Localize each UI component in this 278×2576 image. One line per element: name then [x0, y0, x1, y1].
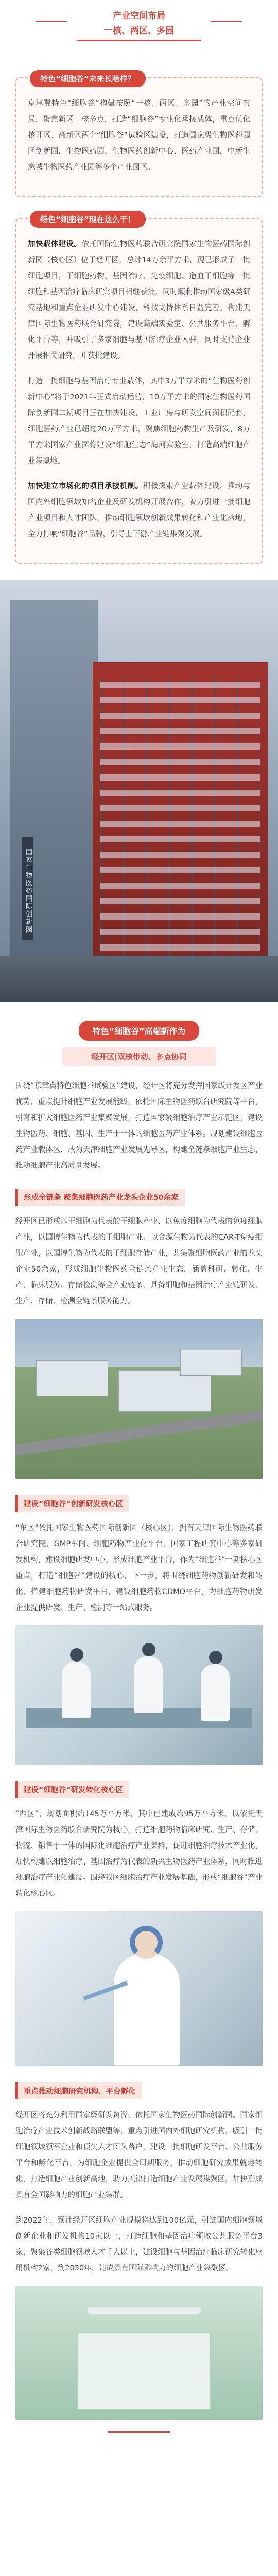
aerial-building — [118, 1370, 211, 1412]
subsection-label-chain: 形成全链条 聚集细胞医药产业龙头企业50余家 — [15, 1189, 185, 1206]
section-new-head — [0, 1021, 278, 1066]
header-decoration-left — [36, 21, 67, 22]
lab-researcher — [62, 1662, 91, 1718]
section-new-pill: 特色“细胞谷”高端新作为 — [79, 1021, 199, 1041]
lab-researcher — [201, 1664, 230, 1721]
subsection-label-platform: 重点推动细胞研究机构、平台孵化 — [15, 2082, 142, 2099]
cleanroom-equipment — [77, 2332, 211, 2410]
aerial-building — [180, 1350, 242, 1376]
cleanroom-photo — [15, 2286, 263, 2420]
building-ground — [0, 956, 278, 1002]
building-windows — [100, 677, 260, 966]
subsection-text-chain: 经开区已形成以干细胞为代表的干细胞产业、以免疫细胞为代表的免疫细胞产业，以国博生物为代表的干细胞产业、以合源生物为代表的CAR-T免疫细胞产业，以国博生物为代表的干细胞存储产业，共集聚细胞医药产业的龙头企业50余家，形成细胞生物医药全链条产业生态，涵盖科研、转化、生产、临床服务、存储检测等全产业链条，具备细胞和基因治疗产业链研发、生产、存储、检测全链条服务能力。 — [15, 1217, 263, 1306]
cleanroom-arm — [88, 2307, 201, 2314]
header-decoration-right — [211, 21, 242, 22]
section-new-content — [0, 1078, 278, 2433]
footer-space — [0, 2433, 278, 2479]
subsection-label-rd: 建设“细胞谷”创新研发核心区 — [15, 1495, 129, 1512]
header-title: 产业空间布局 — [113, 11, 165, 21]
scientist-photo — [15, 1911, 263, 2066]
carrier-paragraph — [28, 236, 250, 364]
aerial-park-photo — [15, 1319, 263, 1479]
subsection-text-rd: “东区”依托国家生物医药国际创新园（核心区），拥有天津国际生物医药联合研究院、GMP车间、细胞药物产业化平台、国家工程研究中心等多家研发机构，建设细胞研发中心。形成细胞产业平台，作为“细胞谷”一期核心区重点，打造“细胞谷”建设的核心，下一步，将围绕细胞药物创新研发和转化，搭建细胞药物研发平台，建设细胞药物CDMO平台，为细胞药物研发企业提供研发、生产、检测等一站式服务。 — [15, 1524, 263, 1612]
section-future-paragraph: 京津冀特色“细胞谷”构建按照“一核、两区、多园”的产业空间布局，聚焦新区一核多点，打造“细胞谷”专业化承接载体，重点优化核开区、高新区两个“细胞谷”试验区建设，打造国家级生物医药园区创新园，生物医药园，生物医药创新中心、医药产业园，中新生态城生物医药产业园等多个产业园区。 — [28, 99, 250, 172]
section-current-card — [15, 215, 263, 564]
aerial-road — [15, 1410, 263, 1455]
building-sign: 国家生物医药国际创新园 — [22, 837, 33, 940]
lab-researcher — [134, 1656, 163, 1713]
subsection-label-transform: 建设“细胞谷”研发转化核心区 — [15, 1781, 129, 1798]
mechanism-paragraph — [28, 479, 250, 543]
mechanism-body: 积极探索产业载体建设，推动与国内外细胞领域知名企业及研发机构开展合作，着力引进一批细胞产业项目和人才团队，推动细胞领域创新成果转化和产业化落地，全力打响“细胞谷”品牌，引导上下游产业链集聚发展。 — [28, 482, 251, 538]
subsection-text-transform: “西区”，规划面积约145万平方米，其中已建成约95万平方米，以依托天津国际生物医药联合研究院为核心，打造细胞药物临床研究、生产、存储、物流、销售于一体的国际化细胞治疗产业集群，促进细胞治疗技术产业化，加快构建以细胞治疗、基因治疗为代表的新兴生物医药产业体系，同时推进细胞治疗产业化建设。围绕我区细胞治疗产业发展基础，形成“细胞谷”产业转化核心区。 — [15, 1810, 263, 1898]
section-future-card — [15, 74, 263, 197]
lab-photo — [15, 1625, 263, 1765]
aerial-building — [36, 1360, 108, 1396]
scientist-head — [130, 1926, 163, 1959]
carrier-body: 依托国际生物医药联合研究院国家生物医药国际创新园（核心区）位于经开区，总计14万余平方米，现已形成了一批细胞项目，干细胞药物、基因治疗、免疫细胞、造血干细胞等一批细胞和基因治疗临床研究项目相继获批，同时顺利推动国家级A类研究基地和重点企业研发中心建设，科技支持体系日益完善。构建天津国际生物医药联合研究院，建设高端实验室、公共服务平台、孵化平台等，并吸引了多家细胞与基因治疗企业入驻，同时支持企业开展相关研究，并获批建设。 — [28, 240, 250, 360]
carrier-lead: 加快载体建设。 — [28, 240, 82, 248]
subsection-text-platform: 经开区将充分利用国家级研发资源，依托国家生物医药国际创新园、国家细胞治疗产业技术创新战略联盟等，重点引进国内外细胞研究机构，吸引一批细胞领域领军企业和顶尖人才团队落户，建设一批细胞研发平台、公共服务平台和孵化平台，为细胞企业提供全周期服务，推动细胞研究成果就地转化，打造细胞产业创新高地，助力天津打造细胞产业发展集聚区，加快形成具有全国影响力的细胞产业集群。 — [15, 2111, 263, 2199]
header-subtitle: 一核、两区、多园 — [104, 26, 174, 36]
building-photo — [0, 580, 278, 1002]
carrier-paragraph-2: 打造一批细胞与基因治疗专业载体，其中3万平方米的“生物医药创新中心”将于2021年正式启动运营，10万平方米的国家生物医药国际创新园二期项目正在加快建设，工业厂房与研发空间面积配套，细胞医药产业已超过20万平方米，聚焦细胞药物生产及研发，8万平方米国家产业园将建设“细胞生态”海河实验室，打造高端细胞产业集聚地。 — [28, 377, 250, 465]
section-current-badge: 特色“细胞谷”现在这么干！ — [30, 211, 146, 228]
scientist-coat — [113, 1953, 180, 2066]
header-ribbon — [77, 5, 201, 41]
section-new-subpill: 经开区|双核带动、多点协同 — [62, 1047, 216, 1066]
section-new-intro: 围绕“京津冀特色细胞谷试验区”建设，经开区将充分发挥国家级开发区产业优势，重点提升细胞产业发展能级，依托国际生物医药联合研究院等平台，引育和扩大细胞医药产业集聚发展，打造国家级细胞治疗产业示范区，建设生物医药、细胞、基因、生产于一体的细胞医药产业体系。规划建设细胞医药产业载体区，成为天津细胞产业发展先导区，构建全链条细胞产业生态，推动细胞产业高质量发展。 — [15, 1082, 263, 1170]
mechanism-lead: 加快建立市场化的项目承接机制。 — [28, 482, 143, 490]
subsection-text-target: 到2022年，预计经开区细胞产业规模将达到100亿元，引进国内细胞领域创新企业和研发机构10家以上，打造细胞和基因治疗领域公共服务平台3家，聚集各类细胞领域人才千人以上，建设细胞与基因治疗临床研究转化应用机构2家，到2030年，建成具有国际影响力的细胞产业集聚区。 — [15, 2216, 263, 2273]
section-future-badge: 特色“细胞谷”未来长啥样？ — [30, 70, 146, 87]
header-banner — [0, 0, 278, 77]
